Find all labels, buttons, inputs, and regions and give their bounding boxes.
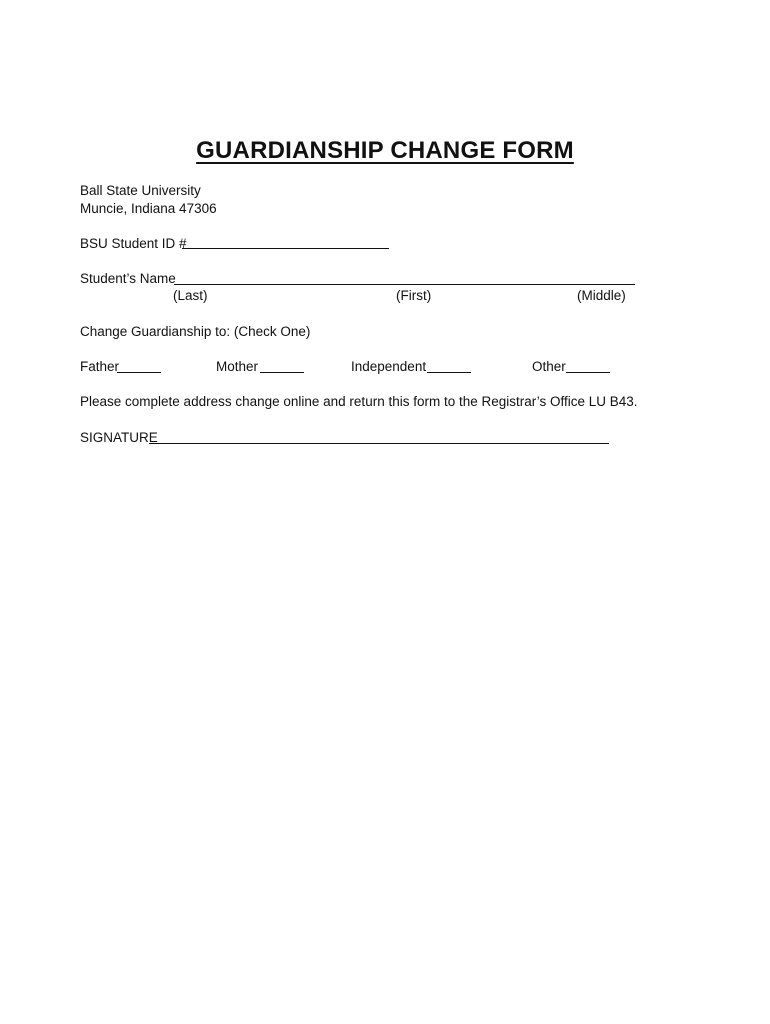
option-mother-label: Mother xyxy=(216,359,259,374)
change-guardianship-label: Change Guardianship to: (Check One) xyxy=(80,324,311,339)
name-last-label: (Last) xyxy=(173,288,208,303)
form-title-text: GUARDIANSHIP CHANGE FORM xyxy=(196,137,574,164)
option-other-label: Other xyxy=(532,359,566,374)
student-id-field[interactable] xyxy=(182,248,389,249)
name-middle-label: (Middle) xyxy=(577,288,626,303)
student-name-label: Student’s Name xyxy=(80,271,176,286)
signature-field[interactable] xyxy=(149,443,609,444)
name-first-label: (First) xyxy=(396,288,432,303)
option-independent-label: Independent xyxy=(351,359,427,374)
institution-address: Muncie, Indiana 47306 xyxy=(80,201,217,216)
option-father-checkbox[interactable] xyxy=(117,372,161,373)
option-father-label: Father xyxy=(80,359,120,374)
option-mother-checkbox[interactable] xyxy=(260,372,304,373)
option-independent-checkbox[interactable] xyxy=(427,372,471,373)
institution-name: Ball State University xyxy=(80,183,201,198)
instruction-text: Please complete address change online and return this form to the Registrar’s Office LU B43. xyxy=(80,394,638,409)
form-title xyxy=(0,137,770,165)
signature-label: SIGNATURE xyxy=(80,430,158,445)
option-other-checkbox[interactable] xyxy=(566,372,610,373)
student-name-field[interactable] xyxy=(174,284,635,285)
student-id-label: BSU Student ID # xyxy=(80,236,187,251)
